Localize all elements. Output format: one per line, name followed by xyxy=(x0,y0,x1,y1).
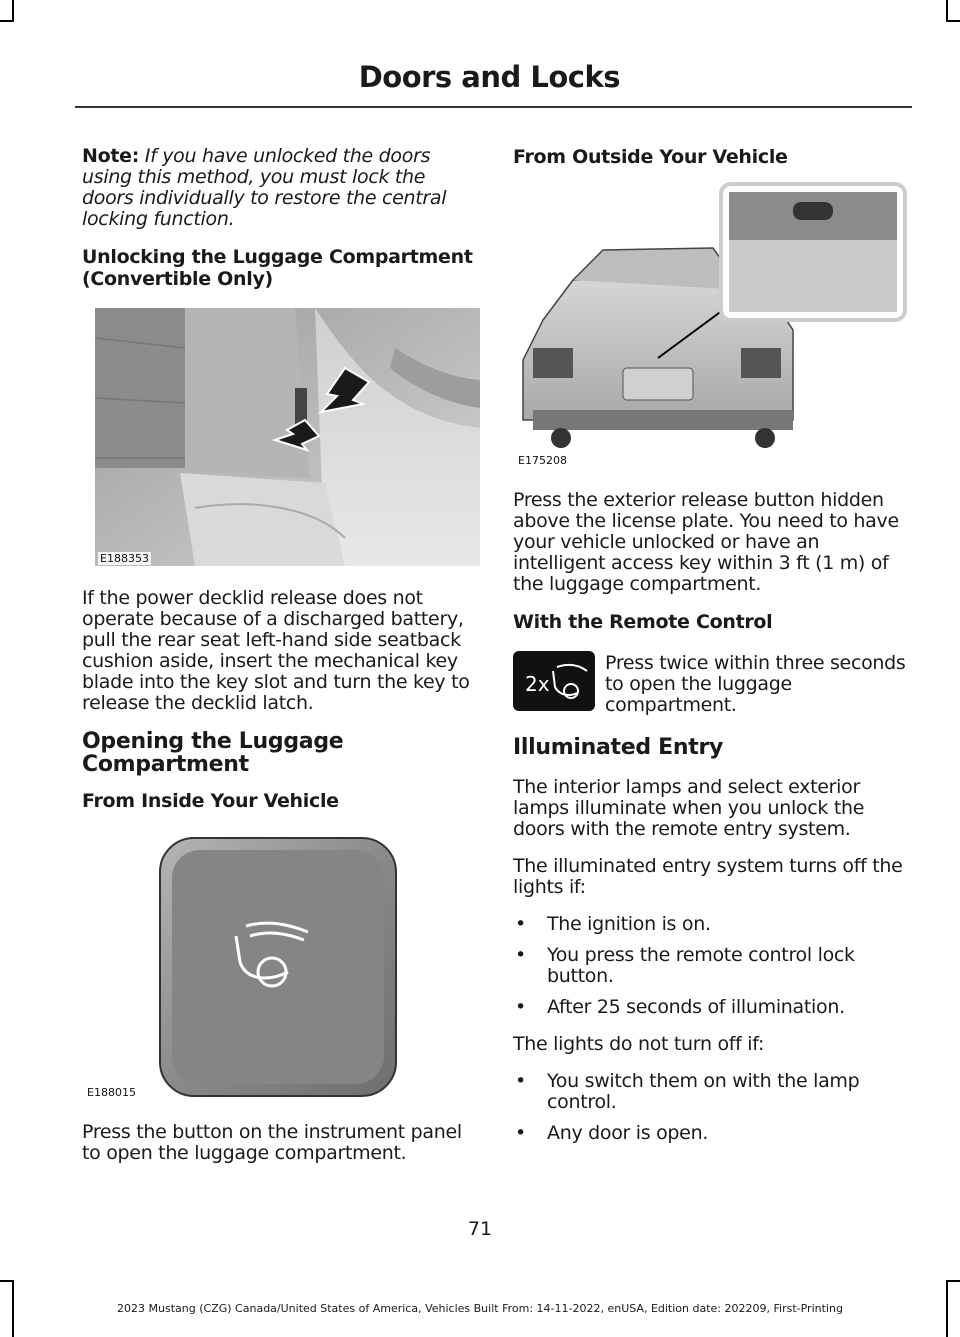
list-item: • The ignition is on. xyxy=(515,913,711,935)
figure-code: E175208 xyxy=(518,454,567,467)
remote-control-text: Press twice within three seconds to open the luggage compartment. xyxy=(605,652,906,716)
remote-icon-label: 2x xyxy=(525,672,550,696)
heading-opening-luggage: Opening the Luggage Compartment xyxy=(82,729,344,777)
page-number: 71 xyxy=(467,1218,493,1240)
crop-mark xyxy=(12,0,14,20)
heading-from-outside: From Outside Your Vehicle xyxy=(513,146,788,168)
page-title: Doors and Locks xyxy=(358,60,620,94)
crop-mark xyxy=(0,20,14,22)
footer-edition-info: 2023 Mustang (CZG) Canada/United States of America, Vehicles Built From: 14-11-2022, enUSA, Edition date: 202209, First-Printing xyxy=(117,1302,843,1315)
note-label: Note: xyxy=(82,145,140,167)
figure-code: E188353 xyxy=(100,552,149,565)
exterior-release-paragraph: Press the exterior release button hidden above the license plate. You need to have your vehicle unlocked or have an intelligent access key within 3 ft (1 m) of the luggage compartment. xyxy=(513,489,899,595)
list-item: • You switch them on with the lamp control. xyxy=(515,1070,860,1113)
heading-remote-control: With the Remote Control xyxy=(513,611,773,633)
heading-unlocking-luggage: Unlocking the Luggage Compartment (Convertible Only) xyxy=(82,246,473,290)
crop-mark xyxy=(946,1280,960,1282)
turns-off-paragraph: The illuminated entry system turns off the lights if: xyxy=(513,855,903,898)
lamps-paragraph: The interior lamps and select exterior lamps illuminate when you unlock the doors with the remote entry system. xyxy=(513,776,865,840)
panel-button-paragraph: Press the button on the instrument panel to open the luggage compartment. xyxy=(82,1121,462,1164)
figure-code: E188015 xyxy=(87,1086,136,1099)
turns-off-list xyxy=(513,914,908,1018)
trunk-release-remote-icon xyxy=(513,651,595,711)
left-column xyxy=(82,146,477,1180)
figure-vehicle-rear xyxy=(513,180,909,468)
decklid-paragraph: If the power decklid release does not operate because of a discharged battery, pull the rear seat left-hand side seatback cushion aside, insert the mechanical key blade into the key slot and turn the key to release the decklid latch. xyxy=(82,587,470,714)
remote-control-row xyxy=(513,651,908,716)
list-item: • Any door is open. xyxy=(515,1122,709,1144)
heading-illuminated-entry: Illuminated Entry xyxy=(513,735,724,760)
panel-button-illustration xyxy=(82,830,400,1100)
right-column xyxy=(513,146,908,1160)
not-off-paragraph: The lights do not turn off if: xyxy=(513,1033,765,1055)
vehicle-rear-illustration xyxy=(513,180,909,468)
figure-panel-button xyxy=(82,830,400,1100)
not-off-list xyxy=(513,1071,908,1144)
list-item: • You press the remote control lock button. xyxy=(515,944,855,987)
crop-mark xyxy=(946,0,948,20)
list-item: • After 25 seconds of illumination. xyxy=(515,996,845,1018)
note-text: If you have unlocked the doors using this method, you must lock the doors individually to restore the central locking function. xyxy=(82,145,447,230)
crop-mark xyxy=(0,1280,14,1282)
figure-rear-seat xyxy=(95,308,480,566)
header-rule xyxy=(75,106,912,108)
heading-from-inside: From Inside Your Vehicle xyxy=(82,790,339,812)
crop-mark xyxy=(946,20,960,22)
rear-seat-illustration xyxy=(95,308,480,566)
note-paragraph xyxy=(82,146,477,230)
